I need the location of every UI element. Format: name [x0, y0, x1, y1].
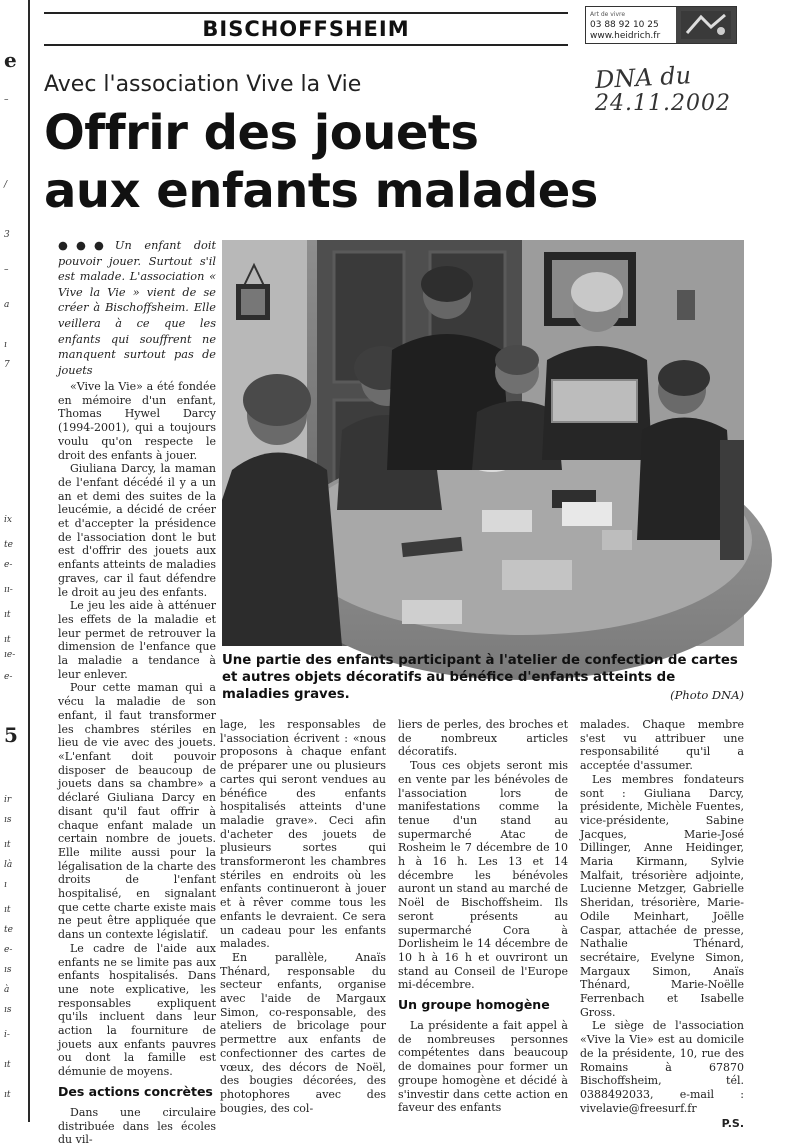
- article-lead: [58, 238, 216, 378]
- advertisement-box: [585, 6, 737, 44]
- paragraph: Les membres fondateurs sont : Giuliana Darcy, présidente, Michèle Fuentes, vice-présidente, Sabine Jacques, Marie-José Dillinger, Anne Heidinger, Maria Kirmann, Sylvie Malfait, trésorière adjointe, Lucienne Metzger, Gabrielle Sheridan, trésorière, Marie-Odile Meinhart, Joëlle Caspar, attachée de presse, Nathalie Thénard, secrétaire, Evelyne Simon, Margaux Simon, Anaïs Thénard, Marie-Noëlle Ferrenbach et Isabelle Gross.: [580, 772, 744, 1019]
- margin-fragment: /: [4, 180, 8, 190]
- margin-fragment: ı: [4, 880, 7, 890]
- margin-fragment: te: [4, 540, 13, 550]
- headline-line-1: Offrir des jouets: [44, 105, 479, 161]
- article-photo: [222, 240, 744, 646]
- margin-fragment: ıs: [4, 1005, 12, 1015]
- paragraph: Pour cette maman qui a vécu la maladie de son enfant, il faut transformer les chambres stériles en lieu de vie avec des jouets. «L'enfant doit pouvoir disposer de beaucoup de jouets dans sa chambre» a déclaré Giuliana Darcy en disant qu'il faut offrir à chaque enfant malade un certain nombre de jouets. Elle milite aussi pour la légalisation de la charte des droits de l'enfant hospitalisé, en signalant que cette charte existe mais ne peut être appliquée que dans un contexte législatif.: [58, 681, 216, 942]
- margin-fragment: ix: [4, 515, 12, 525]
- article-column-3: [398, 718, 568, 1115]
- margin-fragment: ıs: [4, 815, 12, 825]
- margin-fragment: e-: [4, 945, 13, 955]
- subheading: Des actions concrètes: [58, 1083, 213, 1099]
- margin-fragment: te: [4, 925, 13, 935]
- paragraph: Le jeu les aide à atténuer les effets de la maladie et leur permet de retrouver la dimension de l'enfance que la maladie a tendance à leur enlever.: [58, 599, 216, 681]
- ad-website: www.heidrich.fr: [590, 31, 661, 41]
- paragraph: «Vive la Vie» a été fondée en mémoire d'un enfant, Thomas Hywel Darcy (1994-2001), qui a toujours voulu qu'on respecte le droit des enfants à jouer.: [58, 380, 216, 462]
- photo-caption: Une partie des enfants participant à l'atelier de confection de cartes et autres objets décoratifs au bénéfice d'enfants atteints de maladies graves.: [222, 653, 738, 702]
- article-column-2: [220, 718, 386, 1115]
- paragraph: Tous ces objets seront mis en vente par les bénévoles de l'association lors de manifestations comme la tenue d'un stand au supermarché Atac de Rosheim le 7 décembre de 10 h à 16 h. Les 13 et 14 décembre les bénévoles auront un stand au marché de Noël de Bischoffsheim. Ils seront présents au supermarché Cora à Dorlisheim le 14 décembre de 10 h à 16 h et ouvriront un stand au Conseil de l'Europe mi-décembre.: [398, 759, 568, 992]
- margin-fragment: –: [4, 95, 9, 105]
- handwritten-annotation: [595, 62, 755, 124]
- left-page-margin: [0, 0, 30, 1122]
- paragraph: En parallèle, Anaïs Thénard, responsable du secteur enfants, organise avec l'aide de Margaux Simon, co-responsable, des ateliers de bricolage pour permettre aux enfants de confectionner des cartes de vœux, des décors de Noël, des bougies décorées, des photophores avec des bougies, des col-: [220, 950, 386, 1115]
- article-column-4: [580, 718, 744, 1131]
- margin-fragment: a: [4, 300, 10, 310]
- margin-fragment: ıt: [4, 635, 11, 645]
- section-header: [44, 12, 568, 46]
- margin-fragment: ıt: [4, 840, 11, 850]
- margin-fragment: e: [4, 48, 17, 72]
- margin-fragment: à: [4, 985, 10, 995]
- margin-fragment: e-: [4, 560, 13, 570]
- article-kicker: Avec l'association Vive la Vie: [44, 72, 362, 97]
- margin-fragment: ıı-: [4, 585, 13, 595]
- headline-line-2: aux enfants malades: [44, 163, 598, 219]
- margin-fragment: ı: [4, 340, 7, 350]
- author-signature: P.S.: [721, 1117, 744, 1131]
- handwritten-source: DNA du: [594, 61, 692, 95]
- section-title: BISCHOFFSHEIM: [202, 17, 410, 41]
- margin-fragment: i-: [4, 1030, 10, 1040]
- photo-credit: (Photo DNA): [670, 688, 744, 702]
- photo-illustration: [222, 240, 744, 646]
- ad-phone: 03 88 92 10 25: [590, 20, 659, 30]
- margin-fragment: ıs: [4, 965, 12, 975]
- margin-fragment: ıt: [4, 610, 11, 620]
- margin-fragment: 3: [4, 230, 10, 240]
- margin-fragment: ıt: [4, 1090, 11, 1100]
- article-column-1: [58, 380, 216, 1147]
- margin-fragment: e-: [4, 672, 13, 682]
- paragraph: Le siège de l'association «Vive la Vie» est au domicile de la présidente, 10, rue des Romains à 67870 Bischoffsheim, tél. 0388492033, e-mail : vivelavie@freesurf.fr: [580, 1019, 744, 1115]
- lead-bullets: ●●●: [58, 238, 112, 252]
- handwritten-date: 24.11.2002: [595, 91, 731, 116]
- margin-fragment: ir: [4, 795, 12, 805]
- paragraph: lage, les responsables de l'association écrivent : «nous proposons à chaque enfant de préparer une ou plusieurs cartes qui seront vendues au bénéfice des enfants hospitalisés atteints d'une maladie grave». Ceci afin d'acheter des jouets de plusieurs sortes qui transformeront les chambres stériles en endroits où les enfants continueront à jouer et à rêver comme tous les enfants le devraient. Ce sera un cadeau pour les enfants malades.: [220, 718, 386, 951]
- ad-small-text: Art de vivre: [590, 11, 626, 18]
- article-headline: [44, 104, 604, 220]
- margin-fragment: ıe-: [4, 650, 16, 660]
- paragraph: Giuliana Darcy, la maman de l'enfant décédé il y a un an et demi des suites de la leucémie, a décidé de créer et d'accepter la présidence de l'association dont le but est d'offrir des jouets aux enfants atteints de maladies graves, car il faut défendre le droit au jeu des enfants.: [58, 462, 216, 599]
- subheading: Un groupe homogène: [398, 997, 550, 1013]
- paragraph: La présidente a fait appel à de nombreuses personnes compétentes dans beaucoup de domaines pour former un groupe homogène et décidé à s'investir dans cette action en faveur des enfants: [398, 1019, 568, 1115]
- paragraph: Dans une circulaire distribuée dans les écoles du vil-: [58, 1105, 216, 1147]
- margin-fragment: là: [4, 860, 13, 870]
- paragraph: Le cadre de l'aide aux enfants ne se limite pas aux enfants hospitalisés. Dans une note explicative, les responsables expliquent qu'ils incluent dans leur action la fourniture de jouets aux enfants pauvres ou dont la famille est démunie de moyens.: [58, 941, 216, 1079]
- margin-fragment: ıt: [4, 905, 11, 915]
- margin-fragment: 7: [4, 360, 10, 370]
- margin-fragment: 5: [4, 723, 18, 747]
- paragraph: malades. Chaque membre s'est vu attribuer une responsabilité qu'il a acceptée d'assumer.: [580, 718, 744, 773]
- lead-text: Un enfant doit pouvoir jouer. Surtout s'il est malade. L'association « Vive la Vie » vient de se créer à Bischoffsheim. Elle veillera à ce que les enfants qui souffrent ne manquent surtout pas de jouets: [58, 239, 217, 377]
- ad-logo-icon: [676, 7, 736, 43]
- margin-fragment: ıt: [4, 1060, 11, 1070]
- margin-fragment: –: [4, 265, 9, 275]
- paragraph: liers de perles, des broches et de nombreux articles décoratifs.: [398, 718, 568, 759]
